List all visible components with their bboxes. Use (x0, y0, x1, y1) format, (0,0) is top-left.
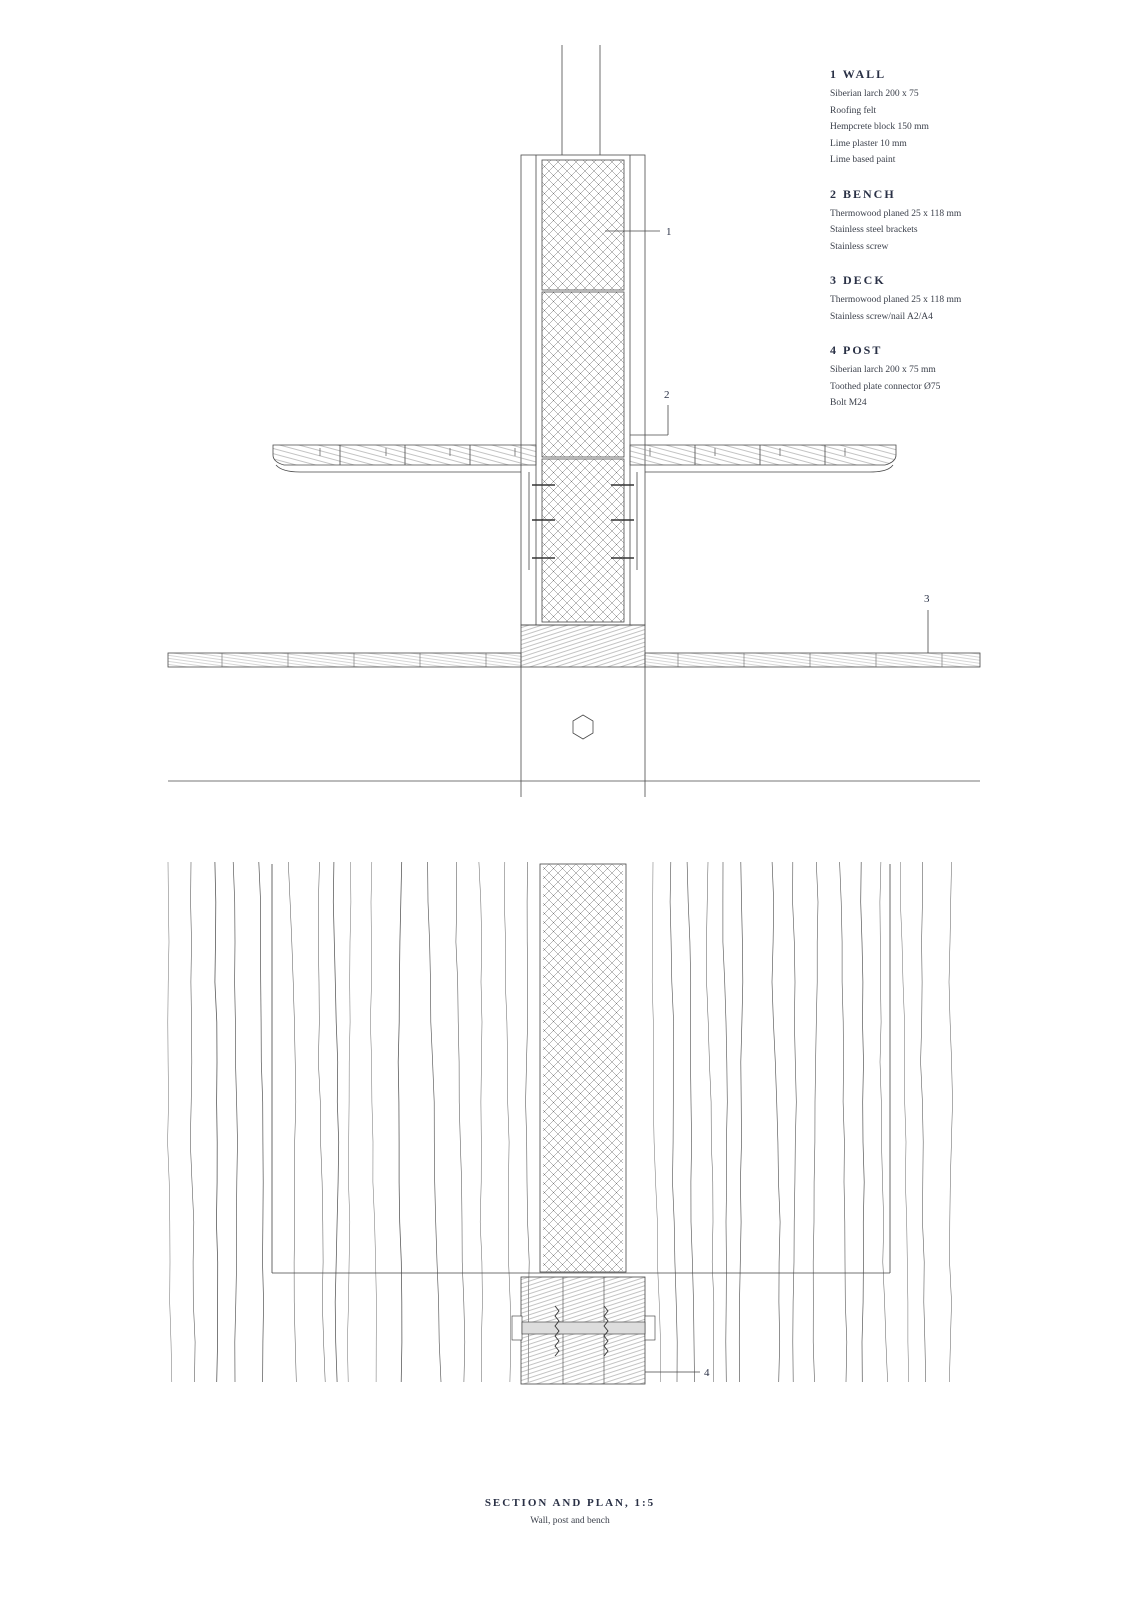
wood-grain-line (456, 862, 465, 1382)
wood-grain-line (880, 862, 888, 1382)
wood-grain-line (793, 862, 797, 1382)
legend-item: Toothed plate connector Ø75 (830, 381, 941, 392)
legend-item: Stainless screw (830, 241, 889, 252)
legend-item: Stainless screw/nail A2/A4 (830, 311, 933, 322)
wood-grain-line (900, 862, 908, 1382)
legend-item: Siberian larch 200 x 75 (830, 89, 919, 99)
legend-deck (830, 272, 1130, 325)
legend-item: Bolt M24 (830, 398, 867, 408)
legend-item: Thermowood planed 25 x 118 mm (830, 208, 962, 219)
legend-item: Siberian larch 200 x 75 mm (830, 365, 936, 375)
legend-title: 4 POST (830, 343, 883, 357)
legend-title: 2 BENCH (830, 186, 896, 201)
wood-grain-line (652, 862, 660, 1382)
legend-bench (830, 186, 1130, 256)
wood-grain-line (813, 862, 818, 1382)
wood-grain-line (723, 862, 727, 1382)
wood-grain-line (398, 862, 402, 1382)
wood-grain-line (215, 862, 218, 1382)
wood-grain-line (707, 862, 714, 1382)
legend-title: 1 WALL (830, 67, 887, 81)
legend-title: 3 DECK (830, 273, 886, 287)
wood-grain-line (168, 862, 172, 1382)
legend-item: Thermowood planed 25 x 118 mm (830, 295, 962, 305)
legend-item: Roofing felt (830, 105, 877, 116)
callout-bench: 2 (664, 389, 670, 401)
hempcrete-block-lower (542, 459, 624, 622)
wood-grain-line (479, 862, 483, 1382)
legend-item: Stainless steel brackets (830, 225, 918, 235)
wood-grain-line (333, 862, 338, 1382)
wood-grain-line (687, 862, 694, 1382)
drawing-subtitle: Wall, post and bench (530, 1516, 610, 1526)
drawing-title: SECTION AND PLAN, 1:5 (484, 1497, 656, 1509)
wood-grain-line (861, 862, 865, 1382)
wood-grain-line (921, 862, 926, 1382)
wood-grain-line (670, 862, 677, 1382)
legend-item: Lime based paint (830, 155, 896, 165)
legend-wall (830, 66, 1130, 169)
wood-grain-line (190, 862, 195, 1382)
plan-view (168, 862, 953, 1384)
wood-grain-line (949, 862, 953, 1382)
deck-section-left (168, 653, 521, 667)
hempcrete-block-middle (542, 292, 624, 457)
material-legend (830, 66, 1130, 429)
wood-grain-line (259, 862, 264, 1382)
wood-grain-line (347, 862, 351, 1382)
callout-wall: 1 (666, 226, 672, 238)
wood-grain-line (288, 862, 296, 1382)
wood-grain-line (233, 862, 237, 1382)
callout-deck: 3 (924, 593, 930, 605)
wood-grain-line (504, 862, 510, 1382)
legend-item: Hempcrete block 150 mm (830, 122, 929, 132)
bolt-head-icon (573, 715, 593, 739)
post-section (521, 625, 645, 667)
wood-grain-line (318, 862, 325, 1382)
wood-grain-line (772, 862, 780, 1382)
wood-grain-line (840, 862, 847, 1382)
legend-item: Lime plaster 10 mm (830, 138, 907, 149)
wood-grain-line (428, 862, 441, 1382)
hempcrete-block-upper (542, 160, 624, 290)
wood-grain-line (739, 862, 743, 1382)
deck-section-right (645, 653, 980, 667)
callout-post: 4 (704, 1367, 710, 1379)
wood-grain-line (370, 862, 376, 1382)
legend-post (830, 342, 1130, 412)
